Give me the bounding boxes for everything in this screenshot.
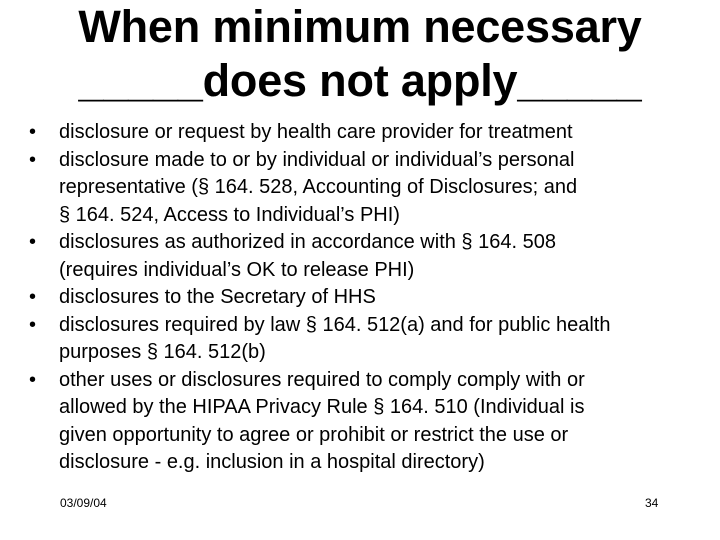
- bullet-text-line: § 164. 524, Access to Individual’s PHI): [59, 203, 400, 226]
- bullet-item: [29, 312, 720, 367]
- bullet-icon: •: [29, 368, 37, 391]
- bullet-item: [29, 147, 720, 230]
- bullet-text-line: representative (§ 164. 528, Accounting of Disclosures; and: [59, 176, 578, 198]
- bullet-item: [29, 119, 720, 147]
- bullet-text-line: given opportunity to agree or prohibit or restrict the use or: [59, 423, 569, 446]
- slide-title-line: When minimum necessary: [78, 1, 642, 52]
- bullet-icon: •: [29, 148, 37, 171]
- bullet-text-line: (requires individual’s OK to release PHI): [59, 258, 415, 281]
- bullet-item: [29, 367, 720, 477]
- page-number: 34: [645, 496, 659, 510]
- bullet-list: [29, 119, 720, 477]
- bullet-text-line: disclosure or request by health care provider for treatment: [59, 121, 573, 143]
- bullet-icon: •: [29, 286, 37, 308]
- bullet-item: [29, 229, 720, 284]
- bullet-text-line: disclosures required by law § 164. 512(a) and for public health: [59, 313, 611, 336]
- slide-title: [0, 0, 720, 108]
- footer-date: 03/09/04: [60, 496, 107, 510]
- bullet-text-line: disclosure - e.g. inclusion in a hospital directory): [59, 451, 485, 473]
- bullet-icon: •: [29, 121, 37, 143]
- bullet-text-line: disclosures as authorized in accordance with § 164. 508: [59, 231, 556, 253]
- bullet-text-line: other uses or disclosures required to comply comply with or: [59, 368, 585, 391]
- bullet-item: [29, 284, 720, 312]
- bullet-text-line: disclosure made to or by individual or individual’s personal: [59, 148, 575, 171]
- bullet-text-line: allowed by the HIPAA Privacy Rule § 164. 510 (Individual is: [59, 396, 585, 418]
- slide-title-line: _____does not apply_____: [78, 55, 642, 106]
- bullet-icon: •: [29, 231, 37, 253]
- bullet-text-line: purposes § 164. 512(b): [59, 341, 266, 363]
- bullet-text-line: disclosures to the Secretary of HHS: [59, 286, 376, 308]
- bullet-icon: •: [29, 313, 37, 336]
